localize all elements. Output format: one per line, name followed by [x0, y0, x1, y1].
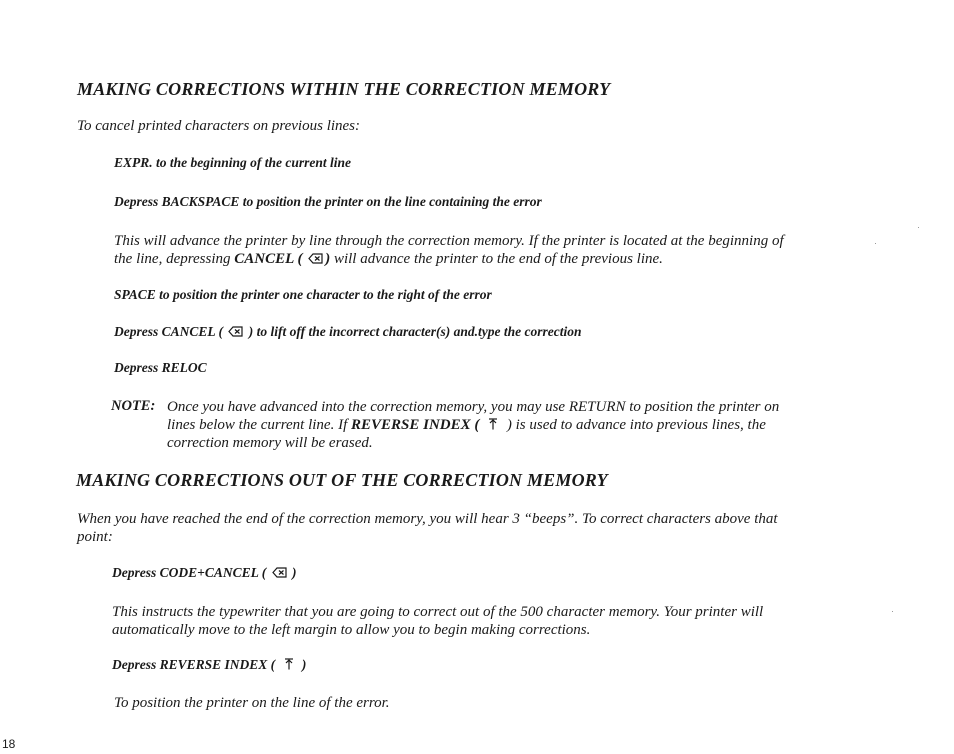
step-cancel	[114, 324, 581, 340]
note-line-2-pre: lines below the current line. If	[167, 417, 348, 433]
section-heading-within-memory: MAKING CORRECTIONS WITHIN THE CORRECTION MEMORY	[77, 79, 611, 99]
explanation-line-2-post: will advance the printer to the end of the previous line.	[333, 251, 663, 267]
section-heading-out-of-memory: MAKING CORRECTIONS OUT OF THE CORRECTION MEMORY	[76, 470, 608, 490]
cancel-key-icon	[308, 253, 323, 264]
scan-speck	[892, 611, 893, 612]
step-code-cancel-post: )	[291, 565, 297, 580]
note-line-1: Once you have advanced into the correction memory, you may use RETURN to position the printer on	[167, 399, 780, 415]
up-arrow-icon	[284, 658, 294, 670]
section1-intro: To cancel printed characters on previous lines:	[77, 118, 361, 134]
step-reverse-index-pre: Depress REVERSE INDEX (	[112, 657, 276, 672]
scan-speck	[918, 227, 919, 228]
step-reloc: Depress RELOC	[114, 360, 207, 375]
step-backspace: Depress BACKSPACE to position the printer on the line containing the error	[114, 194, 542, 209]
section2-intro-line-1: When you have reached the end of the correction memory, you will hear 3 “beeps”. To correct characters above that	[77, 511, 778, 527]
section2-closing: To position the printer on the line of the error.	[114, 695, 390, 711]
step-space: SPACE to position the printer one character to the right of the error	[114, 287, 492, 302]
section1-explanation	[114, 232, 874, 268]
up-arrow-icon	[488, 418, 498, 430]
cancel-key-close: )	[325, 251, 331, 267]
section2-intro-line-2: point:	[77, 529, 113, 545]
cancel-key-icon	[228, 326, 243, 337]
step-expr: EXPR. to the beginning of the current line	[114, 155, 352, 170]
page-number: 18	[2, 737, 16, 751]
step-reverse-index-post: )	[301, 657, 307, 672]
section2-intro	[77, 510, 867, 546]
note-body	[167, 398, 877, 452]
reverse-index-key-label: REVERSE INDEX (	[351, 417, 480, 433]
explanation-line-1: This will advance the printer by line through the correction memory. If the printer is located at the beginning of	[114, 233, 784, 249]
note-label: NOTE:	[111, 398, 156, 414]
step-cancel-pre: Depress CANCEL (	[114, 324, 224, 339]
scan-speck	[875, 243, 876, 244]
section2-explanation-line-1: This instructs the typewriter that you are going to correct out of the 500 character memory. Your printer will	[112, 604, 764, 620]
section2-explanation-line-2: automatically move to the left margin to allow you to begin making corrections.	[112, 622, 591, 638]
step-code-cancel	[112, 565, 296, 581]
step-reverse-index	[112, 657, 306, 673]
note-line-3: correction memory will be erased.	[167, 435, 373, 451]
step-code-cancel-pre: Depress CODE+CANCEL (	[112, 565, 267, 580]
note-line-2-post: ) is used to advance into previous lines, the	[506, 417, 766, 433]
step-cancel-post: ) to lift off the incorrect character(s) and.type the correction	[248, 324, 582, 339]
cancel-key-icon	[272, 567, 287, 578]
explanation-line-2-pre: the line, depressing	[114, 251, 231, 267]
cancel-key-label: CANCEL (	[234, 251, 303, 267]
section2-explanation	[112, 603, 882, 639]
